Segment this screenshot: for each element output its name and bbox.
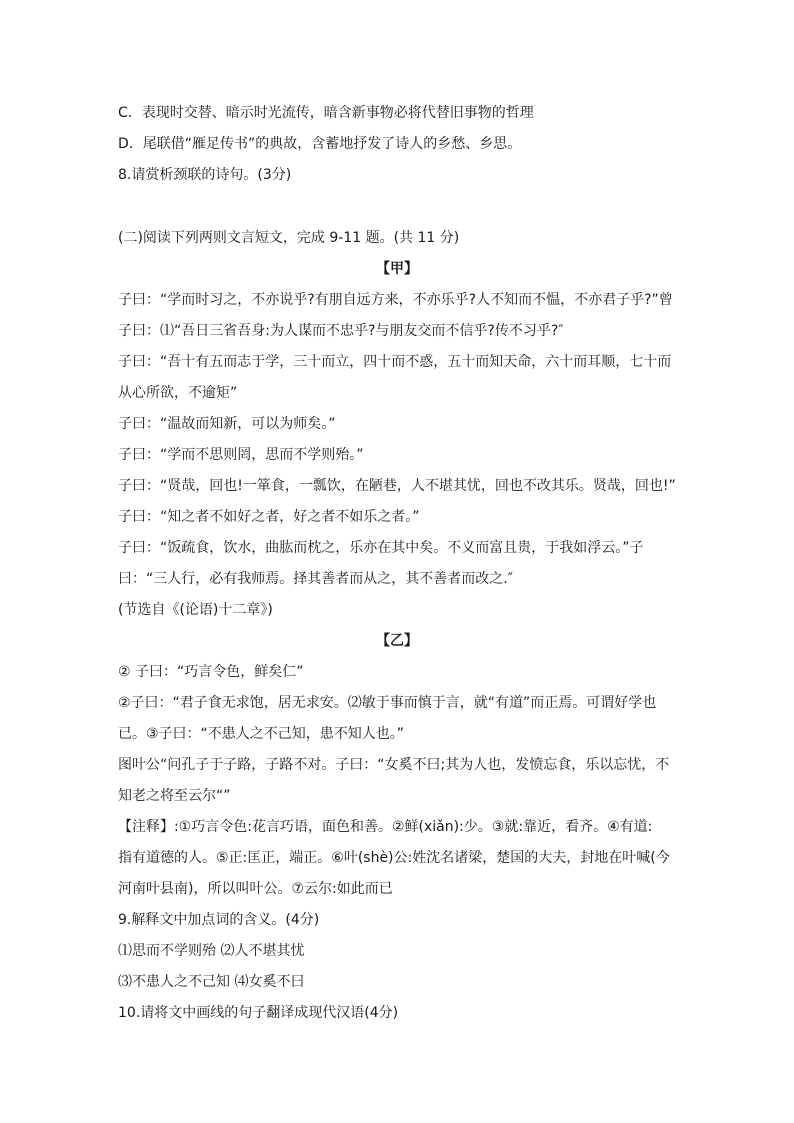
notes-line-1: 【注释】:①巧言令色:花言巧语，面色和善。②鲜(xiǎn):少。③就:靠近，看齐。④有道: — [118, 819, 653, 835]
option-c: C．表现时交替、暗示时光流传，暗含新事物必将代替旧事物的哲理 — [118, 105, 534, 121]
passage-jia-title: 【甲】 — [376, 261, 418, 277]
yi-line-1: ② 子曰：“巧言令色，鲜矣仁” — [118, 664, 304, 680]
option-d: D．尾联借“雁足传书”的典故，含蓄地抒发了诗人的乡愁、乡思。 — [118, 136, 522, 152]
passage-yi-title: 【乙】 — [376, 633, 418, 649]
notes-line-3: 河南叶县南)，所以叫叶公。⑦云尔:如此而已 — [118, 881, 393, 897]
yi-line-5: 知老之将至云尔“” — [118, 788, 231, 804]
jia-line-2: 子曰：⑴“吾日三省吾身:为人谋而不忠乎?与朋友交而不信乎?传不习乎?″ — [118, 323, 564, 339]
jia-line-1: 子曰：“学而时习之，不亦说乎?有朋自远方来，不亦乐乎?人不知而不愠，不亦君子乎?”曾 — [118, 292, 673, 308]
jia-line-6: 子曰：“学而不思则罔，思而不学则殆。” — [118, 447, 364, 463]
yi-line-2: ②子曰：“君子食无求饱，居无求安。⑵敏于事而慎于言，就“有道”而正焉。可谓好学也 — [118, 695, 657, 711]
jia-line-10: 曰：“三人行，必有我师焉。择其善者而从之，其不善者而改之.″ — [118, 571, 513, 587]
jia-line-9: 子曰：“饭疏食，饮水，曲肱而枕之，乐亦在其中矣。不义而富且贵，于我如浮云。”子 — [118, 540, 644, 556]
notes-line-2: 指有道德的人。⑤正:匡正，端正。⑥叶(shè)公:姓沈名诸梁，楚国的大夫，封地在叶喊(今 — [118, 850, 670, 866]
jia-line-7: 子曰：“贤哉，回也!一箪食，一瓢饮，在陋巷，人不堪其忧，回也不改其乐。贤哉，回也!” — [118, 478, 676, 494]
jia-line-4: 从心所欲，不逾矩” — [118, 385, 238, 401]
jia-line-3: 子曰：“吾十有五而志于学，三十而立，四十而不惑，五十而知天命，六十而耳顺，七十而 — [118, 354, 672, 370]
yi-line-4: 图叶公“问孔子于子路，子路不对。子曰：“女奚不曰;其为人也，发愤忘食，乐以忘忧，不 — [118, 757, 670, 773]
jia-source: (节选自《(论语)十二章》) — [118, 602, 273, 618]
yi-line-3: 已。③子曰：“不患人之不己知，患不知人也。” — [118, 726, 405, 742]
section-2-heading: (二)阅读下列两则文言短文，完成 9-11 题。(共 11 分) — [118, 230, 460, 246]
question-8: 8.请赏析颈联的诗句。(3分) — [118, 167, 292, 183]
question-10: 10.请将文中画线的句子翻译成现代汉语(4分) — [118, 1005, 399, 1021]
jia-line-8: 子曰：“知之者不如好之者，好之者不如乐之者。” — [118, 509, 420, 525]
question-9-items-a: ⑴思而不学则殆 ⑵人不堪其忧 — [118, 943, 305, 959]
question-9: 9.解释文中加点词的含义。(4分) — [118, 912, 320, 928]
jia-line-5: 子曰：“温故而知新，可以为师矣。” — [118, 416, 336, 432]
question-9-items-b: ⑶不患人之不己知 ⑷女奚不曰 — [118, 974, 305, 990]
